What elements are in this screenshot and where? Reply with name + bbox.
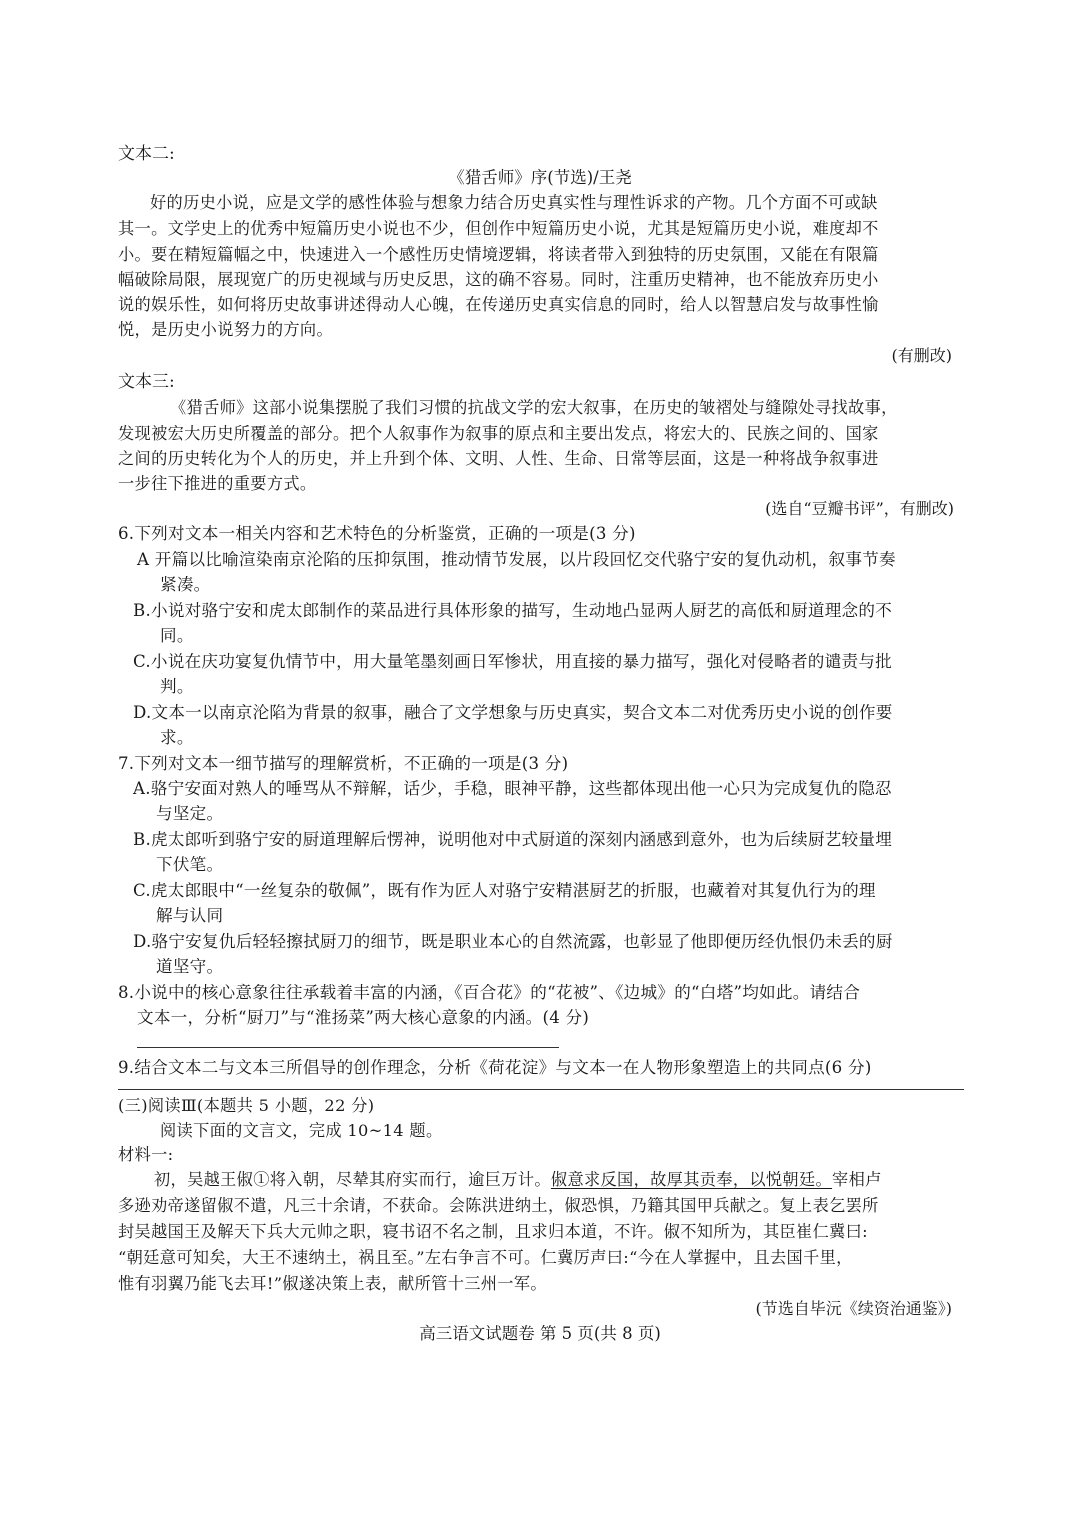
q6-option-c: C.小说在庆功宴复仇情节中，用大量笔墨刻画日军惨状，用直接的暴力描写，强化对侵略者的谴责与批 — [133, 652, 893, 671]
text3-note: (选自“豆瓣书评”，有删改) — [765, 499, 954, 518]
q6-option-a: A 开篇以比喻渲染南京沦陷的压抑氛围，推动情节发展，以片段回忆交代骆宁安的复仇动机，叙事节奏 — [137, 550, 896, 569]
classical-text-line — [154, 1168, 882, 1192]
section3-header: (三)阅读Ⅲ(本题共 5 小题，22 分) — [118, 1096, 375, 1115]
text2-line: 好的历史小说，应是文学的感性体验与想象力结合历史真实性与理性诉求的产物。几个方面不可或缺 — [150, 193, 878, 212]
q7-option-d: D.骆宁安复仇后轻轻擦拭厨刀的细节，既是职业本心的自然流露，也彰显了他即便历经仇恨仍未丢的厨 — [133, 932, 893, 951]
q6-option-c-cont: 判。 — [160, 677, 194, 696]
text3-label: 文本三: — [118, 372, 175, 392]
q6-option-a-cont: 紧凑。 — [160, 575, 211, 594]
q6-stem: 6.下列对文本一相关内容和艺术特色的分析鉴赏，正确的一项是(3 分) — [118, 524, 636, 543]
text2-line: 小。要在精短篇幅之中，快速进入一个感性历史情境逻辑，将读者带入到独特的历史氛围，又能在有限篇 — [118, 245, 879, 264]
answer-line — [137, 1047, 559, 1048]
text2-line: 说的娱乐性，如何将历史故事讲述得动人心魄，在传递历史真实信息的同时，给人以智慧启发与故事性愉 — [118, 295, 879, 314]
classical-text-line: 多逊劝帝遂留俶不遣，凡三十余请，不获命。会陈洪进纳土，俶恐惧，乃籍其国甲兵献之。复上表乞罢所 — [118, 1196, 879, 1215]
text3-line: 《猎舌师》这部小说集摆脱了我们习惯的抗战文学的宏大叙事，在历史的皱褶处与缝隙处寻找故事， — [170, 398, 898, 417]
source-citation: (节选自毕沅《续资治通鉴》) — [755, 1299, 952, 1318]
classical-text-pre: 初，吴越王俶①将入朝，尽辇其府实而行，逾巨万计。 — [154, 1170, 551, 1189]
q7-option-c-cont: 解与认同 — [156, 906, 224, 925]
answer-line — [118, 1089, 964, 1090]
q7-stem: 7.下列对文本一细节描写的理解赏析，不正确的一项是(3 分) — [118, 754, 569, 773]
q7-option-b-cont: 下伏笔。 — [156, 855, 224, 874]
text3-line: 一步往下推进的重要方式。 — [118, 474, 317, 493]
text2-note: (有删改) — [891, 346, 952, 365]
page-footer: 高三语文试题卷 第 5 页(共 8 页) — [419, 1324, 661, 1343]
q7-option-d-cont: 道坚守。 — [156, 957, 224, 976]
classical-text-post: 宰相卢 — [832, 1170, 882, 1189]
text2-line: 其一。文学史上的优秀中短篇历史小说也不少，但创作中短篇历史小说，尤其是短篇历史小说，难度却不 — [118, 219, 879, 238]
q8-line: 文本一，分析“厨刀”与“淮扬菜”两大核心意象的内涵。(4 分) — [137, 1008, 590, 1027]
q8-line: 8.小说中的核心意象往往承载着丰富的内涵，《百合花》的“花被”、《边城》的“白塔”均如此。请结合 — [118, 983, 861, 1002]
text2-line: 悦，是历史小说努力的方向。 — [118, 320, 333, 339]
q6-option-d-cont: 求。 — [160, 728, 194, 747]
q7-option-a: A.骆宁安面对熟人的唾骂从不辩解，话少，手稳，眼神平静，这些都体现出他一心只为完成复仇的隐忍 — [133, 779, 892, 798]
q6-option-b-cont: 同。 — [160, 626, 194, 645]
text3-line: 发现被宏大历史所覆盖的部分。把个人叙事作为叙事的原点和主要出发点，将宏大的、民族之间的、国家 — [118, 424, 879, 443]
text3-line: 之间的历史转化为个人的历史，并上升到个体、文明、人性、生命、日常等层面，这是一种将战争叙事进 — [118, 449, 879, 468]
q7-option-c: C.虎太郎眼中“一丝复杂的敬佩”，既有作为匠人对骆宁安精湛厨艺的折服，也藏着对其复仇行为的理 — [133, 881, 876, 900]
classical-text-line: 惟有羽翼乃能飞去耳!”俶遂决策上表，献所管十三州一军。 — [118, 1274, 547, 1293]
q7-option-b: B.虎太郎听到骆宁安的厨道理解后愣神，说明他对中式厨道的深刻内涵感到意外，也为后续厨艺较量埋 — [133, 830, 893, 849]
material-label: 材料一: — [118, 1145, 174, 1164]
q6-option-b: B.小说对骆宁安和虎太郎制作的菜品进行具体形象的描写，生动地凸显两人厨艺的高低和厨道理念的不 — [133, 601, 893, 620]
q9-line: 9.结合文本二与文本三所倡导的创作理念，分析《荷花淀》与文本一在人物形象塑造上的共同点(6 分) — [118, 1058, 872, 1077]
underlined-sentence: 俶意求反国，故厚其贡奉，以悦朝廷。 — [550, 1170, 833, 1189]
classical-text-line: 封吴越国王及解天下兵大元帅之职，寝书诏不名之制，且求归本道，不许。俶不知所为，其臣崔仁冀曰: — [118, 1222, 868, 1241]
text2-line: 幅破除局限，展现宽广的历史视域与历史反思，这的确不容易。同时，注重历史精神，也不能放弃历史小 — [118, 270, 879, 289]
text2-label: 文本二: — [118, 144, 175, 164]
text2-title: 《猎舌师》序(节选)/王尧 — [448, 168, 632, 187]
q7-option-a-cont: 与坚定。 — [156, 804, 224, 823]
q6-option-d: D.文本一以南京沦陷为背景的叙事，融合了文学想象与历史真实，契合文本二对优秀历史小说的创作要 — [133, 703, 893, 722]
classical-text-line: “朝廷意可知矣，大王不速纳土，祸且至。”左右争言不可。仁冀厉声曰:“今在人掌握中，且去国千里， — [118, 1248, 853, 1267]
section3-instruction: 阅读下面的文言文，完成 10~14 题。 — [160, 1121, 443, 1140]
